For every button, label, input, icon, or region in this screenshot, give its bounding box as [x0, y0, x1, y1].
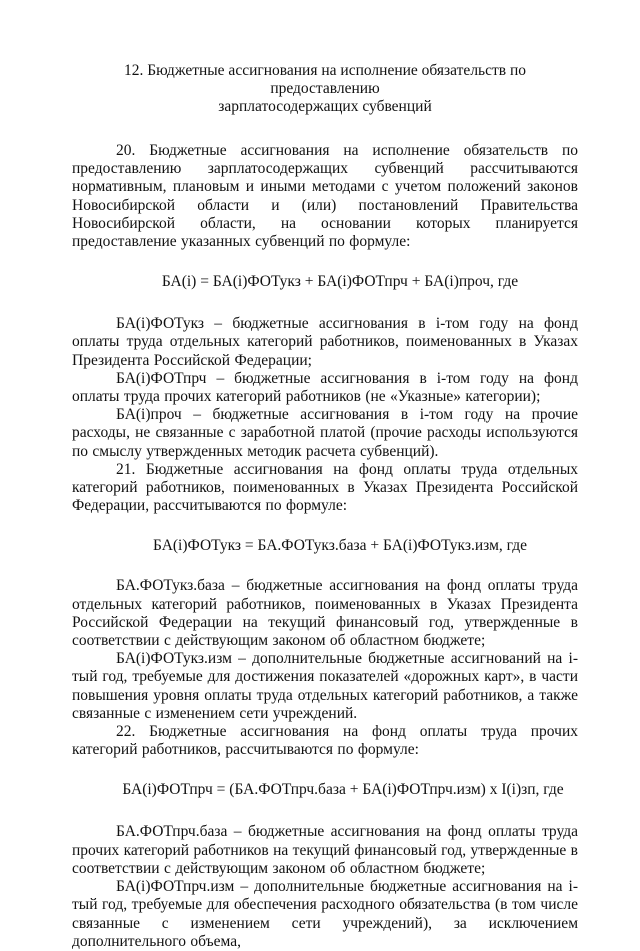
- definition-fot-ukz-izm: БА(i)ФОТукз.изм – дополнительные бюджетные ассигнований на i-тый год, требуемые для достижения показателей «дорожных карт», в части повышения уровня оплаты труда отдельных категорий работников, а также связанные с изменением сети учреждений.: [72, 650, 578, 722]
- formula-total: БА(i) = БА(i)ФОТукз + БА(i)ФОТпрч + БА(i)проч, где: [161, 273, 519, 291]
- paragraph-20: 20. Бюджетные ассигнования на исполнение обязательств по предоставлению зарплатосодержащих субвенций рассчитываются нормативным, плановым и иными методами с учетом положений законов Новосибирской области и (или) постановлений Правительства Новосибирской области, на основании которых планируется предоставление указанных субвенций по формуле:: [72, 142, 578, 251]
- definition-fot-prch-izm: БА(i)ФОТпрч.изм – дополнительные бюджетные ассигнования на i-тый год, требуемые для обеспечения расходного обязательства (в том числе связанные с изменением сети учреждений), за исключением дополнительного объема,: [72, 878, 578, 950]
- definition-fot-ukz: БА(i)ФОТукз – бюджетные ассигнования в i-том году на фонд оплаты труда отдельных категорий работников, поименованных в Указах Президента Российской Федерации;: [72, 315, 578, 369]
- formula-fot-prch: БА(i)ФОТпрч = (БА.ФОТпрч.база + БА(i)ФОТпрч.изм) x I(i)зп, где: [122, 781, 564, 799]
- section-heading-line1: 12. Бюджетные ассигнования на исполнение обязательств по предоставлению: [123, 62, 527, 97]
- paragraph-21: 21. Бюджетные ассигнования на фонд оплаты труда отдельных категорий работников, поименованных в Указах Президента Российской Федерации, рассчитываются по формуле:: [72, 460, 578, 515]
- definition-proch: БА(i)проч – бюджетные ассигнования в i-том году на прочие расходы, не связанные с заработной платой (прочие расходы используются по смыслу утвержденных методик расчета субвенций).: [72, 406, 578, 460]
- section-heading: [72, 62, 578, 116]
- formula-fot-ukz: БА(i)ФОТукз = БА.ФОТукз.база + БА(i)ФОТукз.изм, где: [153, 537, 527, 555]
- definition-fot-prch: БА(i)ФОТпрч – бюджетные ассигнования в i-том году на фонд оплаты труда прочих категорий работников (не «Указные» категории);: [72, 369, 578, 406]
- definition-fot-prch-baza: БА.ФОТпрч.база – бюджетные ассигнования на фонд оплаты труда прочих категорий работников на текущий финансовый год, утвержденные в соответствии с действующим законом об областном бюджете;: [72, 823, 578, 877]
- definition-fot-ukz-baza: БА.ФОТукз.база – бюджетные ассигнования на фонд оплаты труда отдельных категорий работников, поименованных в Указах Президента Российской Федерации на текущий финансовый год, утвержденные в соответствии с действующим законом об областном бюджете;: [72, 577, 578, 650]
- paragraph-22: 22. Бюджетные ассигнования на фонд оплаты труда прочих категорий работников, рассчитываются по формуле:: [72, 723, 578, 759]
- section-heading-line2: зарплатосодержащих субвенций: [218, 98, 432, 115]
